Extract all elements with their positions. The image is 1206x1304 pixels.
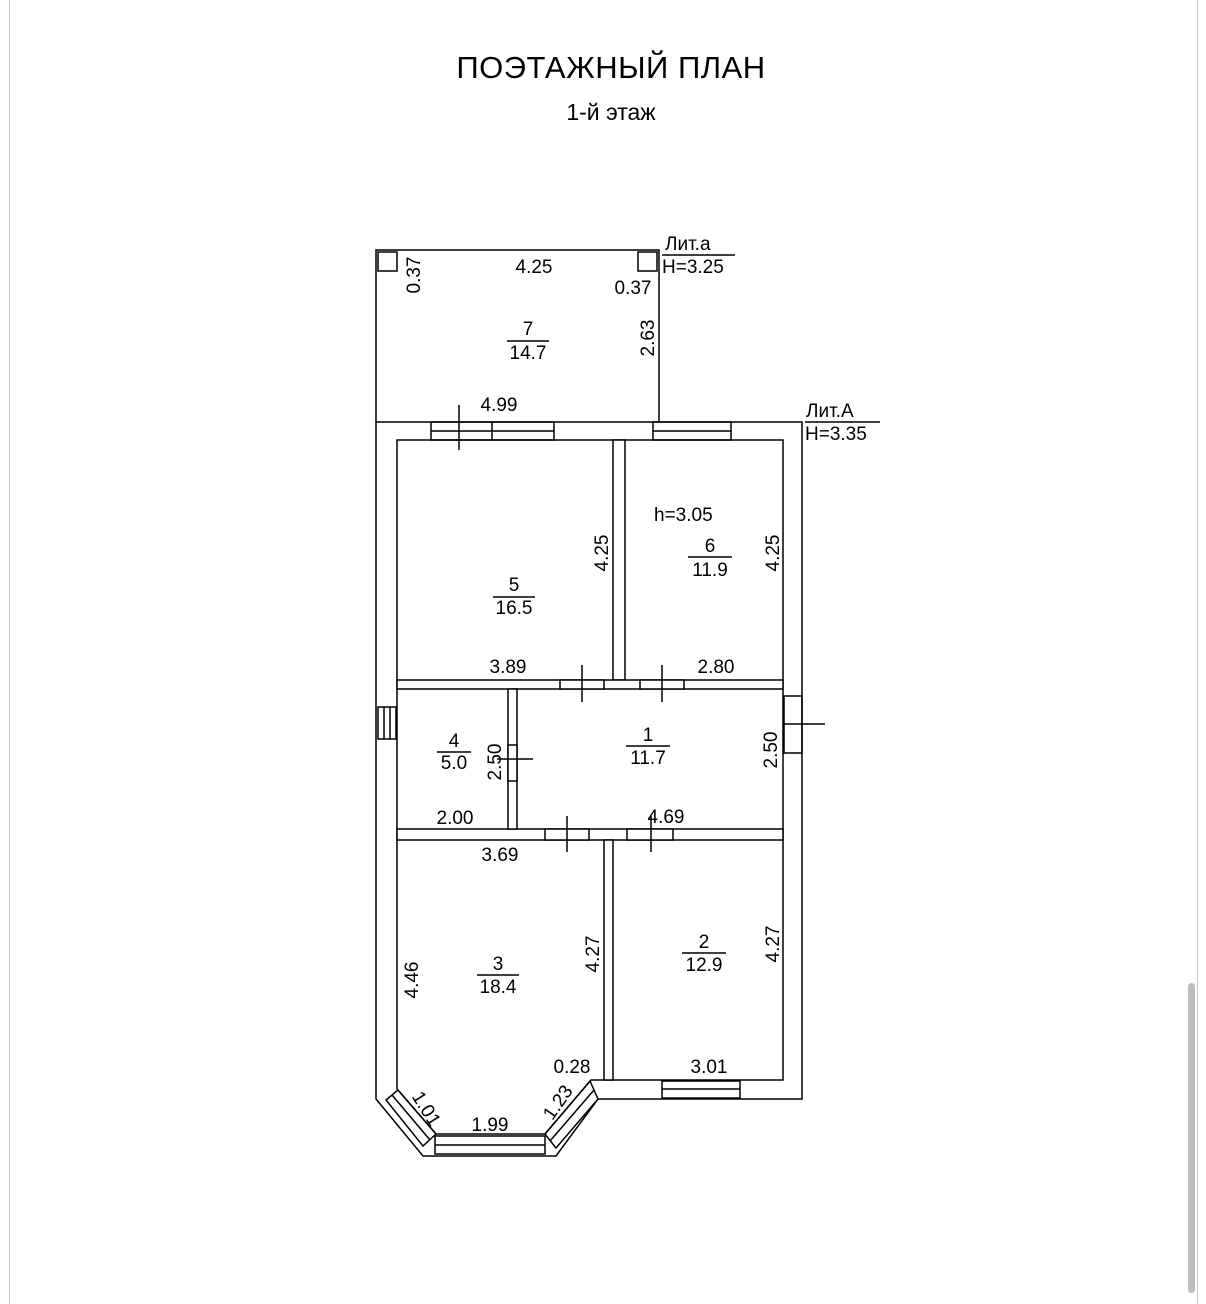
svg-text:2.00: 2.00 <box>436 808 474 829</box>
lit-a-label <box>662 234 735 278</box>
building-walls <box>376 422 802 1156</box>
svg-text:2.80: 2.80 <box>697 657 735 678</box>
svg-text:3: 3 <box>492 954 504 975</box>
svg-text:5.0: 5.0 <box>440 753 468 774</box>
svg-text:0.37: 0.37 <box>614 278 652 299</box>
window-room4 <box>378 707 396 739</box>
svg-text:3.01: 3.01 <box>690 1057 728 1078</box>
wall-5-6 <box>613 440 625 680</box>
svg-text:4.25: 4.25 <box>515 257 553 278</box>
svg-text:4.69: 4.69 <box>647 807 685 828</box>
svg-text:18.4: 18.4 <box>479 977 517 998</box>
svg-text:4.27: 4.27 <box>583 935 604 973</box>
terrace-post-left <box>378 252 397 271</box>
svg-text:3.69: 3.69 <box>481 845 519 866</box>
svg-text:4.27: 4.27 <box>763 925 784 963</box>
svg-text:4.25: 4.25 <box>763 534 784 572</box>
room-3-label <box>477 954 519 998</box>
svg-text:6: 6 <box>704 536 716 557</box>
svg-text:11.9: 11.9 <box>692 560 728 581</box>
door-room2 <box>627 829 673 840</box>
dimensions-vertical <box>402 257 784 1131</box>
wall-row-lower <box>397 829 783 840</box>
dimensions-horizontal <box>437 257 735 1136</box>
svg-text:12.9: 12.9 <box>685 955 723 976</box>
svg-text:1: 1 <box>642 725 654 746</box>
svg-text:0.37: 0.37 <box>404 256 425 294</box>
svg-text:4: 4 <box>448 731 460 752</box>
room-6-label <box>688 536 732 581</box>
wall-2-3 <box>604 840 613 1080</box>
lit-A-label <box>805 401 880 445</box>
lit-a-height: H=3.25 <box>662 257 724 278</box>
svg-text:5: 5 <box>508 575 520 596</box>
terrace-post-right <box>638 252 657 271</box>
room-1-label <box>626 725 670 769</box>
svg-text:1.23: 1.23 <box>539 1081 578 1125</box>
svg-text:1.01: 1.01 <box>406 1087 445 1131</box>
svg-text:2.63: 2.63 <box>638 319 659 357</box>
svg-text:0.28: 0.28 <box>553 1057 591 1078</box>
svg-text:4.46: 4.46 <box>402 961 423 999</box>
lit-A-height: H=3.35 <box>805 424 867 445</box>
svg-text:7: 7 <box>522 319 534 340</box>
svg-text:2.50: 2.50 <box>761 731 782 769</box>
plan-title: ПОЭТАЖНЫЙ ПЛАН <box>456 50 766 85</box>
svg-text:11.7: 11.7 <box>630 748 666 769</box>
svg-text:4.25: 4.25 <box>592 534 613 572</box>
lit-A-name: Лит.А <box>806 401 854 422</box>
door-room4 <box>508 745 517 781</box>
ceiling-height-note: h=3.05 <box>654 505 713 526</box>
lit-a-name: Лит.а <box>665 234 711 255</box>
floor-subtitle: 1-й этаж <box>566 99 656 125</box>
room-7-label <box>507 319 549 364</box>
windows <box>378 422 740 1154</box>
svg-text:2: 2 <box>698 932 710 953</box>
room-5-label <box>493 575 535 619</box>
svg-text:16.5: 16.5 <box>495 598 533 619</box>
scrollbar-thumb[interactable] <box>1188 983 1195 1293</box>
room-2-label <box>682 932 726 976</box>
svg-text:4.99: 4.99 <box>480 395 518 416</box>
room-4-label <box>437 731 471 774</box>
svg-text:1.99: 1.99 <box>471 1115 509 1136</box>
svg-text:14.7: 14.7 <box>509 343 547 364</box>
svg-text:3.89: 3.89 <box>489 657 527 678</box>
svg-text:2.50: 2.50 <box>485 743 506 781</box>
